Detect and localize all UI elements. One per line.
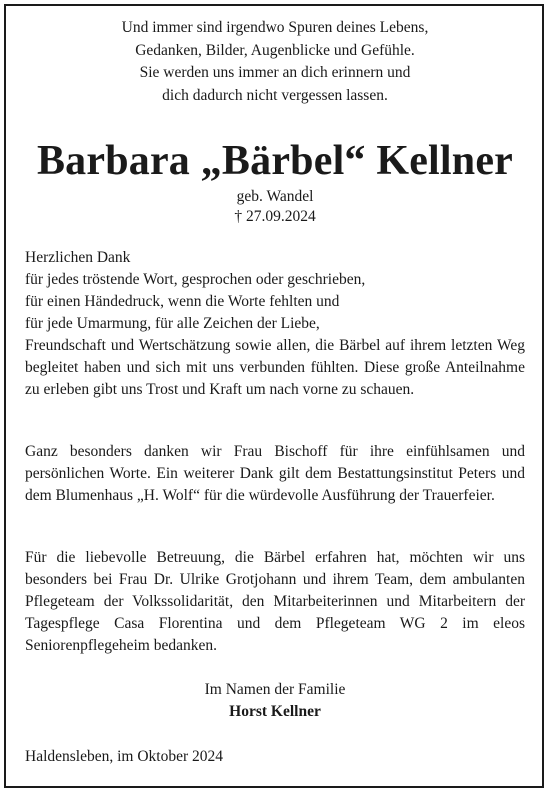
- poem-line: dich dadurch nicht vergessen lassen.: [162, 86, 388, 104]
- signer-name: Horst Kellner: [229, 703, 321, 720]
- poem-line: Gedanken, Bilder, Augenblicke und Gefühle.: [135, 41, 415, 59]
- death-date: † 27.09.2024: [234, 208, 316, 225]
- place-and-date: Haldensleben, im Oktober 2024: [25, 748, 224, 765]
- thanks-continuation: Freundschaft und Wertschätzung sowie allen, die Bärbel auf ihrem letzten Weg begleitet haben und sich mit uns verbunden fühlten. Diese große Anteilnahme zu erleben gibt uns Trost und Kraft um nach vorne zu schauen.: [25, 337, 525, 398]
- thanks-paragraph: [25, 247, 525, 401]
- poem-line: Und immer sind irgendwo Spuren deines Lebens,: [121, 19, 429, 36]
- thanks-line: für jede Umarmung, für alle Zeichen der Liebe,: [25, 315, 320, 332]
- on-behalf-line: Im Namen der Familie: [204, 681, 346, 698]
- thanks-line: für jedes tröstende Wort, gesprochen oder geschrieben,: [25, 271, 366, 288]
- birth-name: geb. Wandel: [236, 188, 314, 205]
- thanks-line: Herzlichen Dank: [25, 249, 131, 266]
- poem-line: Sie werden uns immer an dich erinnern und: [139, 64, 411, 81]
- thanks-line: für einen Händedruck, wenn die Worte fehlten und: [25, 293, 340, 310]
- care-thanks-paragraph: Für die liebevolle Betreuung, die Bärbel erfahren hat, möchten wir uns besonders bei Frau Dr. Ulrike Grotjohann und ihrem Team, dem ambulanten Pflegeteam der Volkssolidarität, den Mitarbeiterinnen und Mitarbeitern der Tagespflege Casa Florentina und dem Pflegeteam WG 2 im eleos Seniorenpflegeheim bedanken.: [25, 549, 525, 654]
- acknowledgement-paragraph: Ganz besonders danken wir Frau Bischoff für ihre einfühlsamen und persönlichen Worte. Ein weiterer Dank gilt dem Bestattungsinstitut Peters und dem Blumenhaus „H. Wolf“ für die würdevolle Ausführung der Trauerfeier.: [25, 443, 525, 504]
- deceased-name: Barbara „Bärbel“ Kellner: [36, 138, 514, 184]
- memorial-poem: [0, 17, 550, 107]
- family-signature: [0, 679, 550, 723]
